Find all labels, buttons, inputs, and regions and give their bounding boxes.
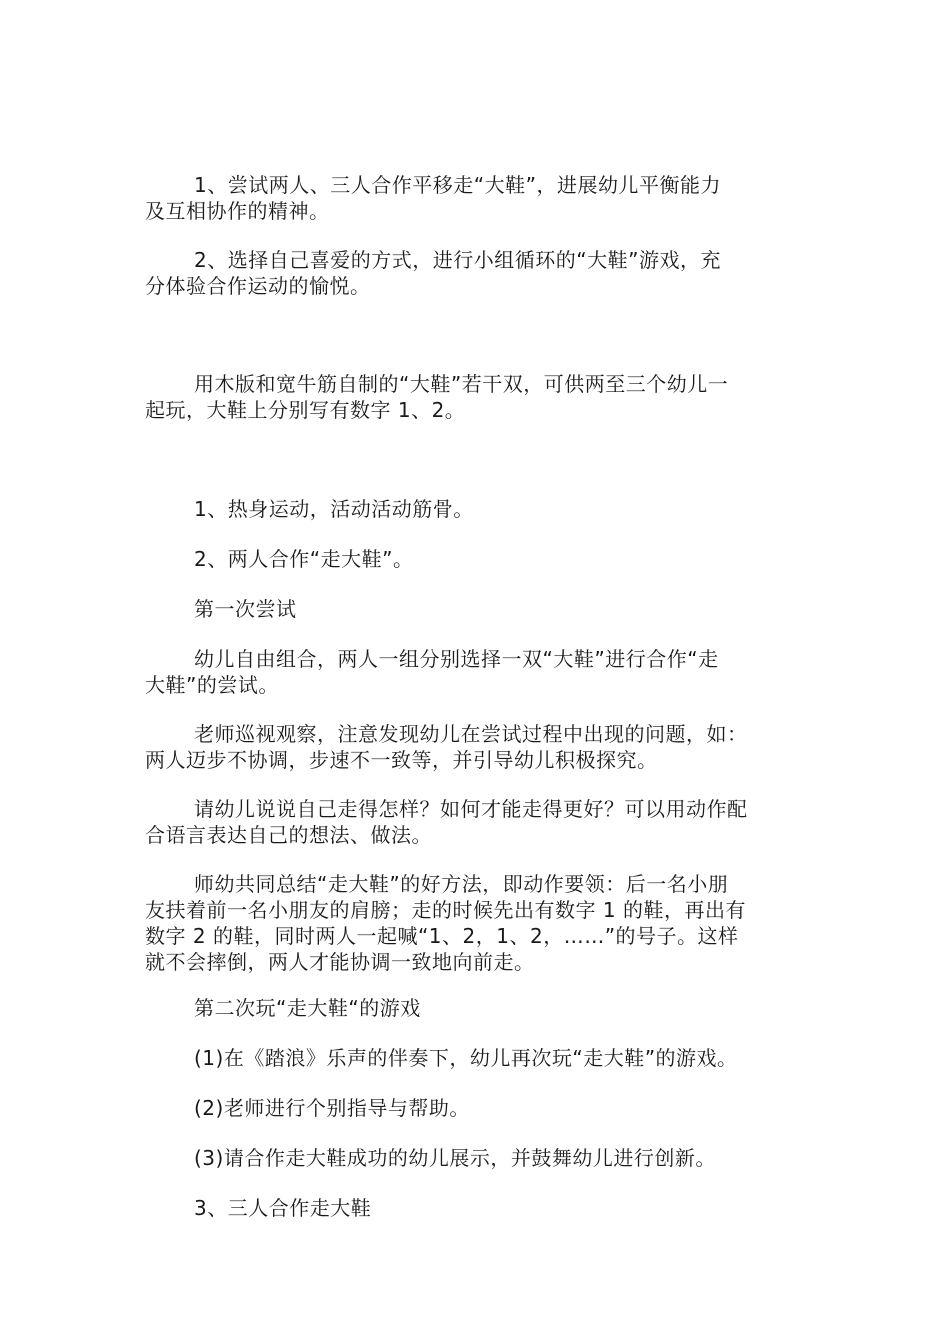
children-discussion-paragraph: [145, 796, 810, 848]
text-line: 第一次尝试: [194, 597, 297, 621]
text-line: 2、两人合作“走大鞋”。: [194, 547, 414, 571]
text-line: 及互相协作的精神。: [145, 199, 330, 223]
second-play-heading: [145, 995, 810, 1021]
text-line: 1、热身运动，活动活动筋骨。: [194, 497, 474, 521]
substep-1-paragraph: [145, 1045, 810, 1071]
substep-3-paragraph: [145, 1145, 810, 1171]
summary-paragraph: [145, 871, 810, 975]
text-line: 两人迈步不协调，步速不一致等，并引导幼儿积极探究。: [145, 748, 658, 772]
text-line: 友扶着前一名小朋友的肩膀；走的时候先出有数字 1 的鞋，再出有: [145, 898, 746, 922]
text-line: 大鞋”的尝试。: [145, 673, 279, 697]
objective-1-paragraph: [145, 172, 810, 224]
teacher-observation-paragraph: [145, 721, 810, 773]
text-line: (3)请合作走大鞋成功的幼儿展示，并鼓舞幼儿进行创新。: [194, 1146, 716, 1170]
text-line: 请幼儿说说自己走得怎样？如何才能走得更好？可以用动作配: [194, 797, 748, 821]
first-attempt-heading: [145, 596, 810, 622]
step-2-paragraph: [145, 546, 810, 572]
text-line: (1)在《踏浪》乐声的伴奏下，幼儿再次玩“走大鞋”的游戏。: [194, 1046, 738, 1070]
text-line: 用木版和宽牛筋自制的“大鞋”若干双，可供两至三个幼儿一: [194, 372, 729, 396]
objective-2-paragraph: [145, 247, 810, 299]
text-line: 老师巡视观察，注意发现幼儿在尝试过程中出现的问题，如：: [194, 722, 748, 746]
step-1-paragraph: [145, 496, 810, 522]
text-line: 幼儿自由组合，两人一组分别选择一双“大鞋”进行合作“走: [194, 647, 719, 671]
text-line: 师幼共同总结“走大鞋”的好方法，即动作要领：后一名小朋: [194, 872, 729, 896]
materials-paragraph: [145, 371, 810, 423]
text-line: 起玩，大鞋上分别写有数字 1、2。: [145, 398, 466, 422]
text-line: 分体验合作运动的愉悦。: [145, 274, 371, 298]
text-line: 就不会摔倒，两人才能协调一致地向前走。: [145, 950, 535, 974]
text-line: 3、三人合作走大鞋: [194, 1196, 372, 1220]
text-line: 第二次玩“走大鞋“的游戏: [194, 996, 421, 1020]
step-3-paragraph: [145, 1195, 810, 1221]
text-line: (2)老师进行个别指导与帮助。: [194, 1096, 470, 1120]
text-line: 2、选择自己喜爱的方式，进行小组循环的“大鞋”游戏，充: [194, 248, 721, 272]
free-grouping-paragraph: [145, 646, 810, 698]
text-line: 1、尝试两人、三人合作平移走“大鞋”，进展幼儿平衡能力: [194, 173, 721, 197]
text-line: 数字 2 的鞋，同时两人一起喊“1、2，1、2，……”的号子。这样: [145, 924, 739, 948]
substep-2-paragraph: [145, 1095, 810, 1121]
text-line: 合语言表达自己的想法、做法。: [145, 823, 432, 847]
